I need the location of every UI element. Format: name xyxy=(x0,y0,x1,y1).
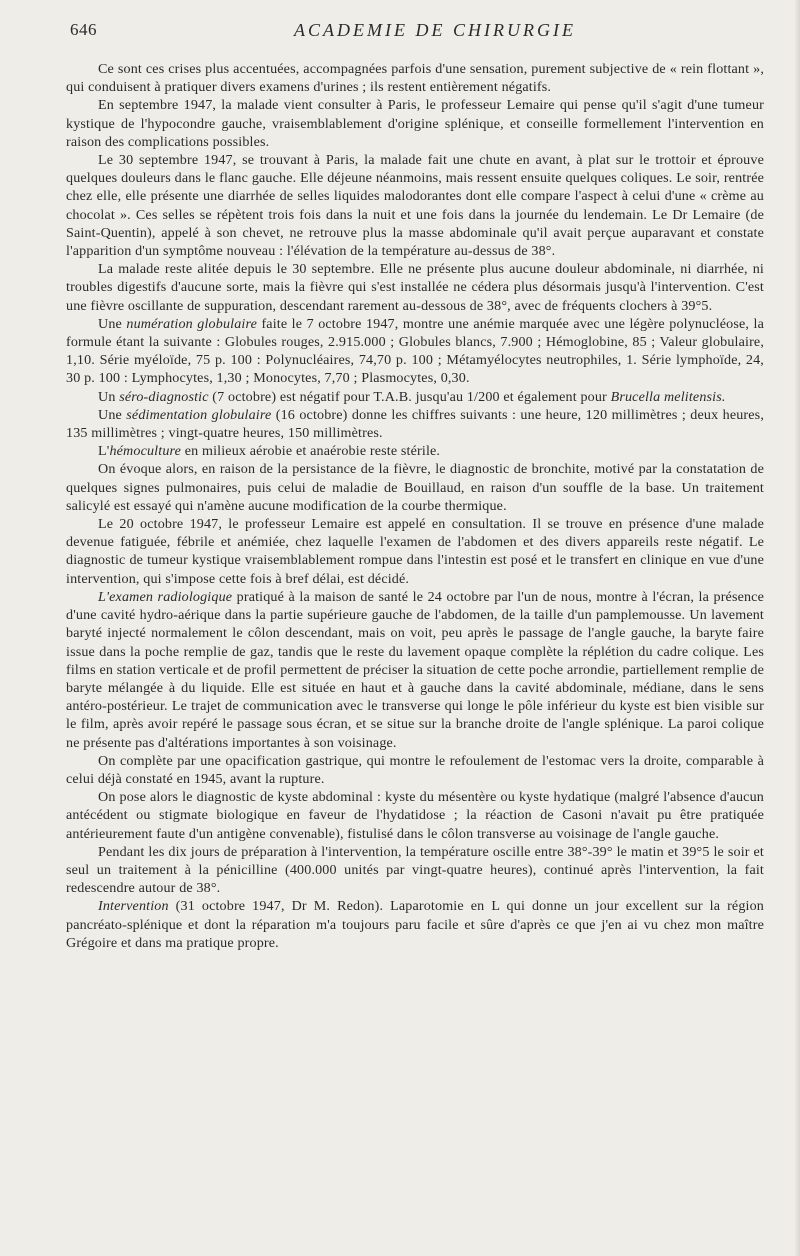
text-segment: Ce sont ces crises plus accentuées, accompagnées parfois d'une sensation, purement subjective de « rein flottant », qui conduisent à pratiquer divers examens d'urines ; ils restent entièrement négatifs. xyxy=(66,61,764,96)
paragraph xyxy=(66,788,764,843)
italic-text-segment: Intervention xyxy=(98,898,169,915)
paragraph xyxy=(66,315,764,388)
text-segment: (16 octobre) donne les chiffres suivants : une heure, 120 millimètres ; deux heures, 135 millimètres ; vingt-quatre heures, 150 millimètres. xyxy=(66,406,764,442)
text-segment: en milieux aérobie et anaérobie reste stérile. xyxy=(181,443,441,460)
paragraph xyxy=(66,460,764,515)
text-segment: pratiqué à la maison de santé le 24 octobre par l'un de nous, montre à l'écran, la présence d'une cavité hydro-aérique dans la partie supérieure gauche de l'abdomen, de la taille d'un pamplemousse. Un lavement baryté injecté normalement le côlon descendant, mais on voit, peu après le passage de l'angle gauche, la baryte faire issue dans la poche remplie de gaz, tandis que le reste du lavement opaque complète la réplétion du cadre colique. Les films en station verticale et de profil permettent de préciser la situation de cette poche arrondie, partiellement remplie de baryte mélangée à du liquide. Elle est située en haut et à gauche dans la cavité abdominale, médiane, dans le sens antéro-postérieur. Le trajet de communication avec le transverse qui longe le pôle inférieur du kyste est bien visible sur le film, après avoir repéré le passage sous écran, et se situe sur la branche droite de l'angle splénique. La paroi colique ne présente pas d'altérations importantes à son voisinage. xyxy=(66,588,764,751)
italic-text-segment: séro-diagnostic xyxy=(119,388,209,405)
text-segment: La malade reste alitée depuis le 30 septembre. Elle ne présente plus aucune douleur abdominale, ni diarrhée, ni troubles digestifs d'aucune sorte, mais la fièvre qui s'est installée ne cédera plus désormais jusqu'à l'intervention. C'est une fièvre oscillante de suppuration, descendant rarement au-dessous de 38°, avec de fréquents clochers à 39°5. xyxy=(66,261,764,314)
text-segment: (31 octobre 1947, Dr M. Redon). Laparotomie en L qui donne un jour excellent sur la région pancréato-splénique et dont la réparation m'a toujours paru facile et sûre d'après ce que j'en ai vu chez mon maître Grégoire et dans ma pratique propre. xyxy=(66,898,764,951)
text-segment: faite le 7 octobre 1947, montre une anémie marquée avec une légère polynucléose, la formule étant la suivante : Globules rouges, 2.915.000 ; Globules blancs, 7.900 ; Hémoglobine, 85 ; Valeur globulaire, 1,10. Série myéloïde, 75 p. 100 : Polynucléaires, 74,70 p. 100 ; Métamyélocytes neutrophiles, 1. Série lymphoïde, 24, 30 p. 100 : Lymphocytes, 1,30 ; Monocytes, 7,70 ; Plasmocytes, 0,30. xyxy=(66,315,764,387)
page-number: 646 xyxy=(70,20,97,39)
text-segment: On pose alors le diagnostic de kyste abdominal : kyste du mésentère ou kyste hydatique (malgré l'absence d'aucun antécédent ou stigmate biologique en faveur de l'hydatidose ; la réaction de Casoni n'avait pu être pratiquée antérieurement faute d'un antigène convenable), fistulisé dans le côlon transverse au voisinage de l'angle gauche. xyxy=(66,789,764,842)
text-segment: On complète par une opacification gastrique, qui montre le refoulement de l'estomac vers la droite, comparable à celui déjà constaté en 1945, avant la rupture. xyxy=(66,752,764,787)
paragraph xyxy=(66,843,764,898)
paragraph xyxy=(66,388,764,406)
paragraph xyxy=(66,515,764,588)
italic-text-segment: hémoculture xyxy=(109,443,182,460)
paragraph xyxy=(66,897,764,952)
italic-text-segment: numération globulaire xyxy=(126,315,257,332)
paragraph xyxy=(66,151,764,260)
text-segment: Une xyxy=(98,315,127,332)
running-title: ACADEMIE DE CHIRURGIE xyxy=(294,20,576,40)
italic-text-segment: L'examen radiologique xyxy=(98,588,233,605)
text-segment: En septembre 1947, la malade vient consulter à Paris, le professeur Lemaire qui pense qu'il s'agit d'une tumeur kystique de l'hypocondre gauche, vraisemblablement d'origine splénique, et conseille formellement l'intervention en raison des complications possibles. xyxy=(66,97,764,150)
text-segment: On évoque alors, en raison de la persistance de la fièvre, le diagnostic de bronchite, motivé par la constatation de quelques signes pulmonaires, puis celui de maladie de Bouillaud, en raison d'un souffle de la base. Un traitement salicylé est essayé qui n'amène aucune modification de la courbe thermique. xyxy=(66,461,764,514)
italic-text-segment: Brucella melitensis. xyxy=(610,388,726,405)
paragraph xyxy=(66,588,764,752)
text-segment: L' xyxy=(98,443,110,460)
text-segment: Le 20 octobre 1947, le professeur Lemaire est appelé en consultation. Il se trouve en présence d'une malade devenue fatiguée, fébrile et anémiée, chez laquelle l'examen de l'abdomen et des divers appareils reste négatif. Le diagnostic de tumeur kystique vraisemblablement rompue dans l'intestin est posé et le transfert en clinique en vue d'une intervention, qui s'impose cette fois à bref délai, est décidé. xyxy=(66,516,764,587)
text-segment: Le 30 septembre 1947, se trouvant à Paris, la malade fait une chute en avant, à plat sur le trottoir et éprouve quelques douleurs dans le flanc gauche. Elle déjeune néanmoins, mais ressent ensuite quelques coliques. Le soir, rentrée chez elle, elle présente une diarrhée de selles liquides malodorantes dont elle compare l'aspect à celui d'une « crème au chocolat ». Ces selles se répètent trois fois dans la nuit et une fois dans la journée du lendemain. Le Dr Lemaire (de Saint-Quentin), appelé à son chevet, ne retrouve plus la masse abdominale qu'il avait perçue auparavant et constate l'apparition d'un symptôme nouveau : l'élévation de la température au-dessus de 38°. xyxy=(66,152,764,260)
scan-edge-shadow xyxy=(794,0,800,1256)
paragraph xyxy=(66,406,764,442)
text-segment: (7 octobre) est négatif pour T.A.B. jusqu'au 1/200 et également pour xyxy=(208,388,611,405)
body-text xyxy=(66,60,764,952)
paragraph xyxy=(66,60,764,96)
text-segment: Une xyxy=(98,406,127,423)
text-segment: Pendant les dix jours de préparation à l'intervention, la température oscille entre 38°-39° le matin et 39°5 le soir et seul un traitement à la pénicilline (400.000 unités par vingt-quatre heures), continué après l'intervention, la fait redescendre autour de 38°. xyxy=(66,843,764,897)
italic-text-segment: sédimentation globulaire xyxy=(126,406,272,423)
paragraph xyxy=(66,752,764,788)
paragraph xyxy=(66,96,764,151)
paragraph xyxy=(66,260,764,315)
paragraph xyxy=(66,442,764,460)
page-header xyxy=(70,20,760,44)
text-segment: Un xyxy=(98,388,120,405)
